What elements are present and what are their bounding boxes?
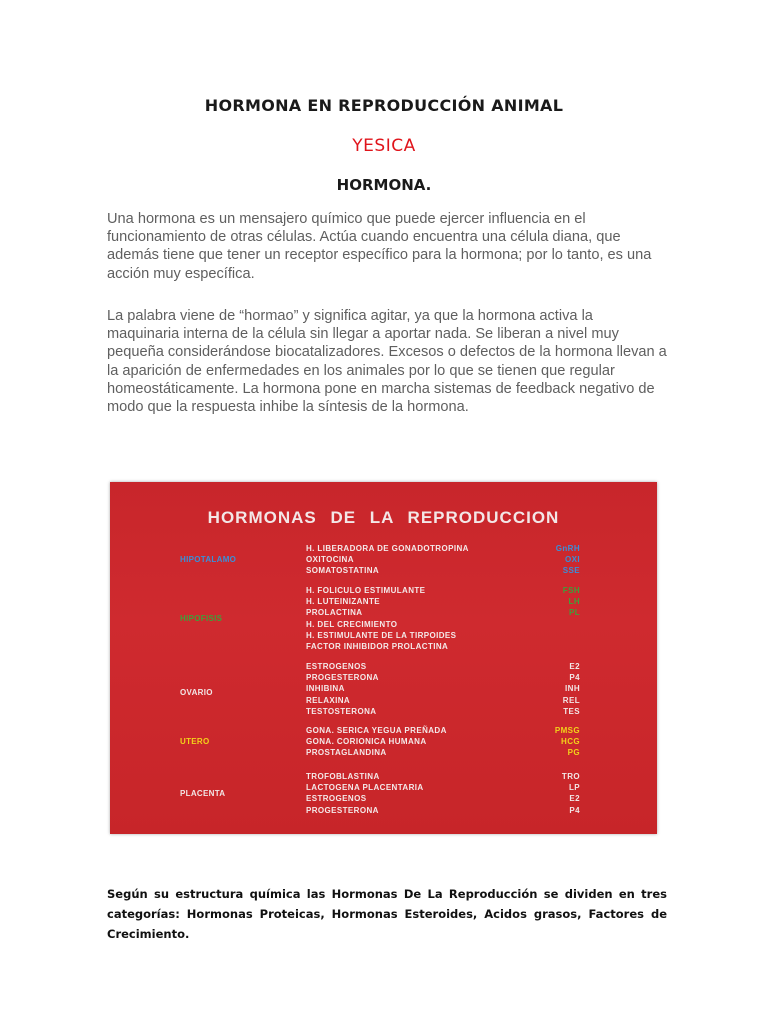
- hormone-name: FACTOR INHIBIDOR PROLACTINA: [306, 642, 449, 651]
- hormone-abbreviation: PG: [567, 748, 580, 758]
- hormone-row: [306, 726, 606, 737]
- organ-label: OVARIO: [180, 688, 213, 698]
- hormone-abbreviation: PMSG: [554, 726, 580, 735]
- table-title: HORMONAS DE LA REPRODUCCION: [207, 508, 560, 527]
- hormone-row: [306, 737, 606, 748]
- organ-label: PLACENTA: [180, 788, 226, 798]
- hormone-row: [306, 597, 606, 608]
- hormone-row: [306, 631, 606, 642]
- hormone-name: GONA. CORIONICA HUMANA: [306, 737, 427, 747]
- hormone-abbreviation: E2: [569, 662, 580, 671]
- hormone-name: ESTROGENOS: [306, 794, 367, 804]
- hormone-name: H. ESTIMULANTE DE LA TIRPOIDES: [306, 630, 457, 640]
- organ-label: HIPOTALAMO: [180, 555, 237, 565]
- hormone-row: [306, 555, 606, 566]
- hormone-row: [306, 662, 606, 673]
- hormone-name: H. FOLICULO ESTIMULANTE: [306, 586, 426, 595]
- hormone-name: TROFOBLASTINA: [306, 772, 380, 781]
- hormone-row: [306, 608, 606, 619]
- hormone-abbreviation: PL: [568, 608, 580, 618]
- hormone-name: PROGESTERONA: [306, 673, 379, 683]
- hormone-abbreviation: FSH: [562, 586, 580, 595]
- hormone-row: [306, 748, 606, 759]
- hormone-row: [306, 707, 606, 718]
- hormone-name: H. LUTEINIZANTE: [306, 597, 380, 607]
- organ-label: UTERO: [180, 737, 210, 747]
- hormone-row: [306, 806, 606, 817]
- hormone-name: PROGESTERONA: [306, 805, 379, 815]
- hormone-abbreviation: E2: [569, 794, 580, 804]
- hormone-abbreviation: SSE: [562, 566, 580, 576]
- hormone-name: LACTOGENA PLACENTARIA: [306, 783, 424, 793]
- hormone-row: [306, 544, 606, 555]
- hormone-abbreviation: INH: [565, 684, 580, 694]
- hormone-name: SOMATOSTATINA: [306, 566, 380, 576]
- hormones-table-image: [110, 482, 657, 834]
- hormone-abbreviation: TES: [563, 706, 580, 716]
- hormone-name: INHIBINA: [306, 684, 345, 694]
- section-heading: HORMONA.: [336, 176, 432, 194]
- hormone-row: [306, 620, 606, 631]
- classification-note: Según su estructura química las Hormonas De La Reproducción se dividen en tres categorías: Hormonas Proteicas, Hormonas Esteroides, Acidos grasos, Factores de Crecimiento.: [107, 887, 667, 941]
- hormone-abbreviation: OXI: [565, 555, 580, 565]
- hormone-name: H. LIBERADORA DE GONADOTROPINA: [306, 544, 469, 553]
- hormone-name: OXITOCINA: [306, 555, 354, 565]
- hormone-row: [306, 783, 606, 794]
- hormone-row: [306, 794, 606, 805]
- hormone-row: [306, 673, 606, 684]
- paragraph-definition: Una hormona es un mensajero químico que puede ejercer influencia en el funcionamiento de otras células. Actúa cuando encuentra una célula diana, que además tiene que tener un receptor específico para la hormona; por lo tanto, es una acción muy específica.: [107, 211, 652, 282]
- hormone-row: [306, 772, 606, 783]
- paragraph-etymology: La palabra viene de “hormao” y significa agitar, ya que la hormona activa la maquinaria interna de la célula sin llegar a aportar nada. Se liberan a nivel muy pequeña considerándose biocatalizadores. Excesos o defectos de la hormona llevan a la aparición de enfermedades en los animales por lo que se tienen que regular homeostáticamente. La hormona pone en marcha sistemas de feedback negativo de modo que la respuesta inhibe la síntesis de la hormona.: [107, 308, 667, 416]
- hormone-name: ESTROGENOS: [306, 662, 367, 671]
- hormone-name: GONA. SERICA YEGUA PREÑADA: [306, 726, 447, 735]
- hormone-abbreviation: LH: [568, 597, 580, 607]
- hormone-name: PROLACTINA: [306, 608, 363, 618]
- hormone-abbreviation: GnRH: [555, 544, 580, 553]
- hormone-name: TESTOSTERONA: [306, 706, 377, 716]
- hormone-name: H. DEL CRECIMIENTO: [306, 619, 398, 629]
- hormone-name: RELAXINA: [306, 695, 351, 705]
- hormone-abbreviation: TRO: [561, 772, 580, 781]
- hormone-row: [306, 586, 606, 597]
- hormone-row: [306, 696, 606, 707]
- hormone-row: [306, 642, 606, 653]
- document-title: HORMONA EN REPRODUCCIÓN ANIMAL: [204, 96, 564, 115]
- hormone-abbreviation: REL: [562, 695, 580, 705]
- hormone-abbreviation: P4: [569, 805, 580, 815]
- author-name: YESICA: [352, 136, 416, 156]
- hormone-row: [306, 566, 606, 577]
- hormone-row: [306, 684, 606, 695]
- hormone-name: PROSTAGLANDINA: [306, 748, 387, 758]
- hormone-abbreviation: LP: [568, 783, 580, 793]
- organ-label: HIPOFISIS: [180, 614, 223, 623]
- hormone-abbreviation: P4: [569, 673, 580, 683]
- hormone-abbreviation: HCG: [561, 737, 580, 747]
